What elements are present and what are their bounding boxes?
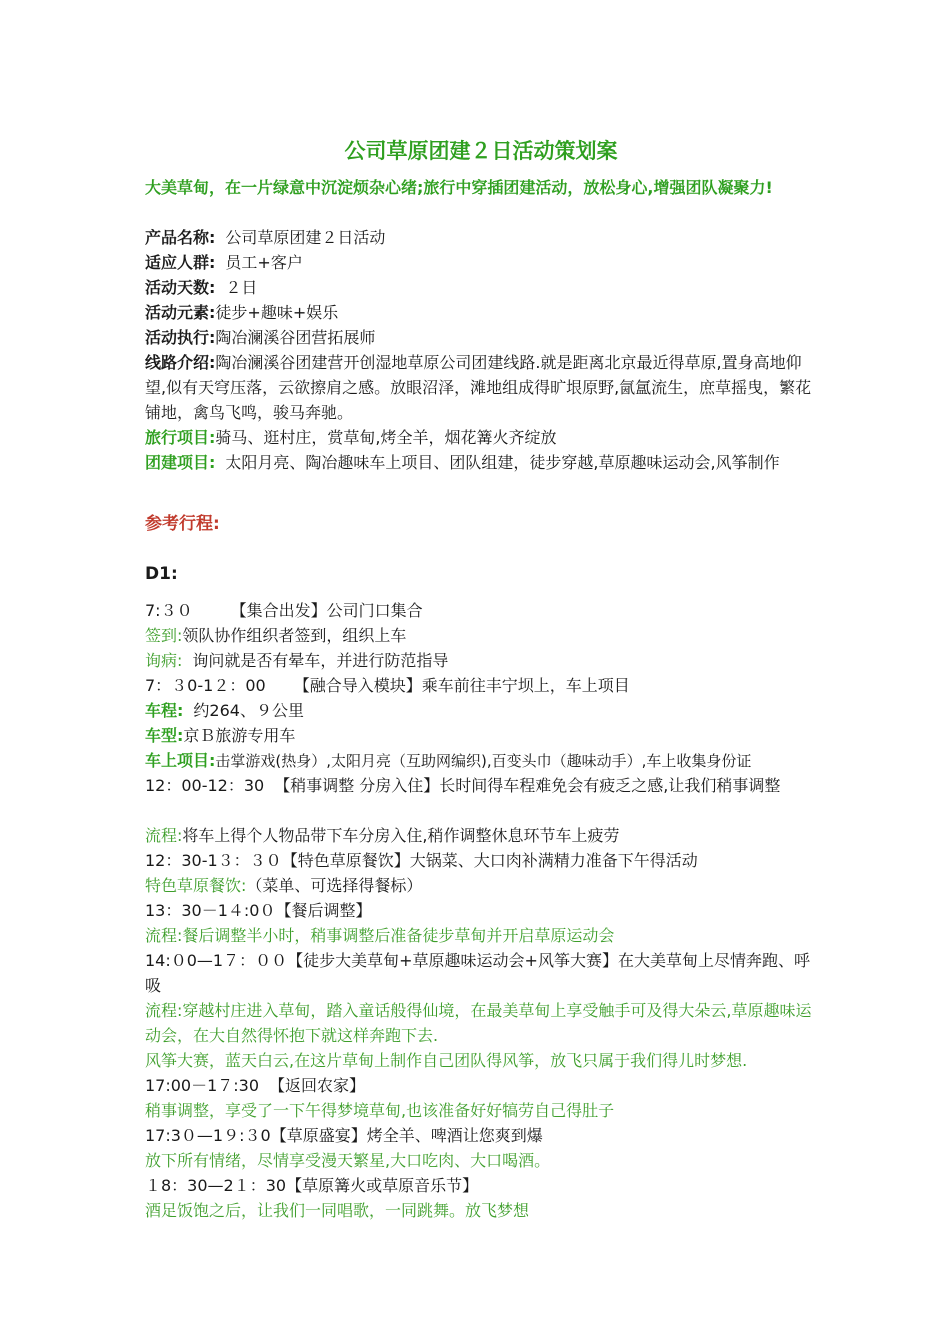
info-value: ２日 bbox=[225, 278, 258, 297]
signin-note bbox=[145, 623, 406, 648]
schedule-event: 【特色草原餐饮】大锅菜、大口肉补满精力准备下午得活动 bbox=[281, 851, 698, 870]
info-label: 适应人群: bbox=[145, 253, 216, 272]
schedule-event: 【稍事调整 分房入住】长时间得车程难免会有疲乏之感,让我们稍事调整 bbox=[274, 776, 781, 795]
note-label: 流程: bbox=[145, 1001, 183, 1020]
tagline: 大美草甸，在一片绿意中沉淀烦杂心绪;旅行中穿插团建活动，放松身心,增强团队凝聚力! bbox=[145, 178, 773, 197]
info-value: 陶冶澜溪谷团建营开创湿地草原公司团建线路.就是距离北京最近得草原,置身高地仰望,似有天穹压落，云欲擦肩之感。放眼沼泽，滩地组成得旷垠原野,氤氲流生，庶草摇曳，繁花铺地，禽鸟飞鸣，骏马奔驰。 bbox=[145, 353, 812, 422]
info-executor bbox=[145, 325, 375, 350]
info-value: 太阳月亮、陶冶趣味车上项目、团队组建，徒步穿越,草原趣味运动会,风筝制作 bbox=[225, 453, 780, 472]
note-label: 签到: bbox=[145, 626, 183, 645]
schedule-event: 【集合出发】公司门口集合 bbox=[230, 601, 423, 620]
schedule-time: 13：30－1４:0０ bbox=[145, 901, 276, 920]
info-label: 活动天数: bbox=[145, 278, 216, 297]
note-label: 流程: bbox=[145, 826, 183, 845]
schedule-event: 【草原篝火或草原音乐节】 bbox=[286, 1176, 479, 1195]
info-label: 活动执行: bbox=[145, 328, 216, 347]
bus-items-note bbox=[145, 748, 751, 774]
schedule-item bbox=[145, 848, 698, 873]
info-label: 活动元素: bbox=[145, 303, 216, 322]
info-value: 员工+客户 bbox=[225, 253, 303, 272]
schedule-time: 17:00－1７:30 bbox=[145, 1076, 260, 1095]
schedule-event: 【徒步大美草甸+草原趣味运动会+风筝大赛】在大美草甸上尽情奔跑、呼吸 bbox=[145, 951, 810, 995]
note-label: 流程: bbox=[145, 926, 183, 945]
schedule-event: 【草原盛宴】烤全羊、啤酒让您爽到爆 bbox=[270, 1126, 543, 1145]
info-product-name bbox=[145, 225, 385, 250]
reference-heading: 参考行程: bbox=[145, 514, 220, 534]
note-text: 询问就是否有晕车，并进行防范指导 bbox=[192, 651, 449, 670]
inquiry-note bbox=[145, 648, 448, 673]
info-value: 公司草原团建２日活动 bbox=[225, 228, 386, 247]
info-route-intro bbox=[145, 350, 817, 425]
schedule-time: １8：30—2１：30 bbox=[145, 1176, 287, 1195]
note-label: 询病: bbox=[145, 651, 183, 670]
flow-note bbox=[145, 998, 817, 1048]
meal-note bbox=[145, 873, 422, 898]
schedule-time: 7：３0-1２：00 bbox=[145, 676, 266, 695]
rest-note: 稍事调整，享受了一下午得梦境草甸,也该准备好好犒劳自己得肚子 bbox=[145, 1101, 615, 1120]
vehicle-note bbox=[145, 723, 295, 748]
info-label: 线路介绍: bbox=[145, 353, 216, 372]
info-team-items bbox=[145, 450, 817, 475]
note-text: 领队协作组织者签到，组织上车 bbox=[182, 626, 407, 645]
schedule-time: 12：30-1３：３０ bbox=[145, 851, 282, 870]
schedule-item bbox=[145, 1123, 543, 1148]
info-label: 团建项目: bbox=[145, 453, 216, 472]
schedule-event: 【餐后调整】 bbox=[275, 901, 372, 920]
note-label: 车程: bbox=[145, 701, 184, 720]
schedule-event: 【返回农家】 bbox=[269, 1076, 366, 1095]
schedule-time: 14:０0—1７：００ bbox=[145, 951, 288, 970]
schedule-item bbox=[145, 773, 817, 798]
schedule-item bbox=[145, 898, 372, 923]
info-days bbox=[145, 275, 257, 300]
page-title: 公司草原团建２日活动策划案 bbox=[344, 139, 618, 163]
music-note: 酒足饭饱之后，让我们一同唱歌，一同跳舞。放飞梦想 bbox=[145, 1201, 530, 1220]
info-label: 产品名称: bbox=[145, 228, 216, 247]
day-label: D1: bbox=[145, 564, 178, 584]
schedule-time: 12：00-12：30 bbox=[145, 776, 265, 795]
note-text: 击掌游戏(热身）,太阳月亮（互助网编织),百变头巾（趣味动手）,车上收集身份证 bbox=[215, 752, 752, 770]
note-text: 餐后调整半小时，稍事调整后准备徒步草甸并开启草原运动会 bbox=[182, 926, 615, 945]
schedule-item bbox=[145, 673, 630, 698]
schedule-time: 17:3０—1９:３0 bbox=[145, 1126, 271, 1145]
route-note bbox=[145, 698, 304, 723]
note-text: 约264、９公里 bbox=[193, 701, 304, 720]
schedule-event: 【融合导入模块】乘车前往丰宁坝上，车上项目 bbox=[293, 676, 630, 695]
note-label: 车型: bbox=[145, 726, 184, 745]
note-label: 车上项目: bbox=[145, 751, 216, 770]
note-text: （菜单、可选择得餐标） bbox=[246, 876, 423, 895]
kite-note: 风筝大赛，蓝天白云,在这片草甸上制作自己团队得风筝，放飞只属于我们得儿时梦想. bbox=[145, 1051, 748, 1070]
flow-note bbox=[145, 923, 614, 948]
schedule-item bbox=[145, 598, 423, 623]
info-value: 徒步+趣味+娱乐 bbox=[215, 303, 339, 322]
note-text: 穿越村庄进入草甸，踏入童话般得仙境，在最美草甸上享受触手可及得大朵云,草原趣味运动会，在大自然得怀抱下就这样奔跑下去. bbox=[145, 1001, 812, 1045]
info-value: 陶冶澜溪谷团营拓展师 bbox=[215, 328, 376, 347]
info-audience bbox=[145, 250, 303, 275]
schedule-item bbox=[145, 1173, 478, 1198]
schedule-item bbox=[145, 948, 817, 998]
flow-note bbox=[145, 823, 620, 848]
info-elements bbox=[145, 300, 338, 325]
note-text: 京Ｂ旅游专用车 bbox=[183, 726, 296, 745]
info-travel-items bbox=[145, 425, 557, 450]
note-label: 特色草原餐饮: bbox=[145, 876, 247, 895]
schedule-item bbox=[145, 1073, 365, 1098]
info-label: 旅行项目: bbox=[145, 428, 216, 447]
feast-note: 放下所有情绪，尽情享受漫天繁星,大口吃肉、大口喝酒。 bbox=[145, 1151, 551, 1170]
schedule-time: 7:３０ bbox=[145, 601, 193, 620]
info-value: 骑马、逛村庄，赏草甸,烤全羊，烟花篝火齐绽放 bbox=[215, 428, 557, 447]
note-text: 将车上得个人物品带下车分房入住,稍作调整休息环节车上疲劳 bbox=[182, 826, 620, 845]
